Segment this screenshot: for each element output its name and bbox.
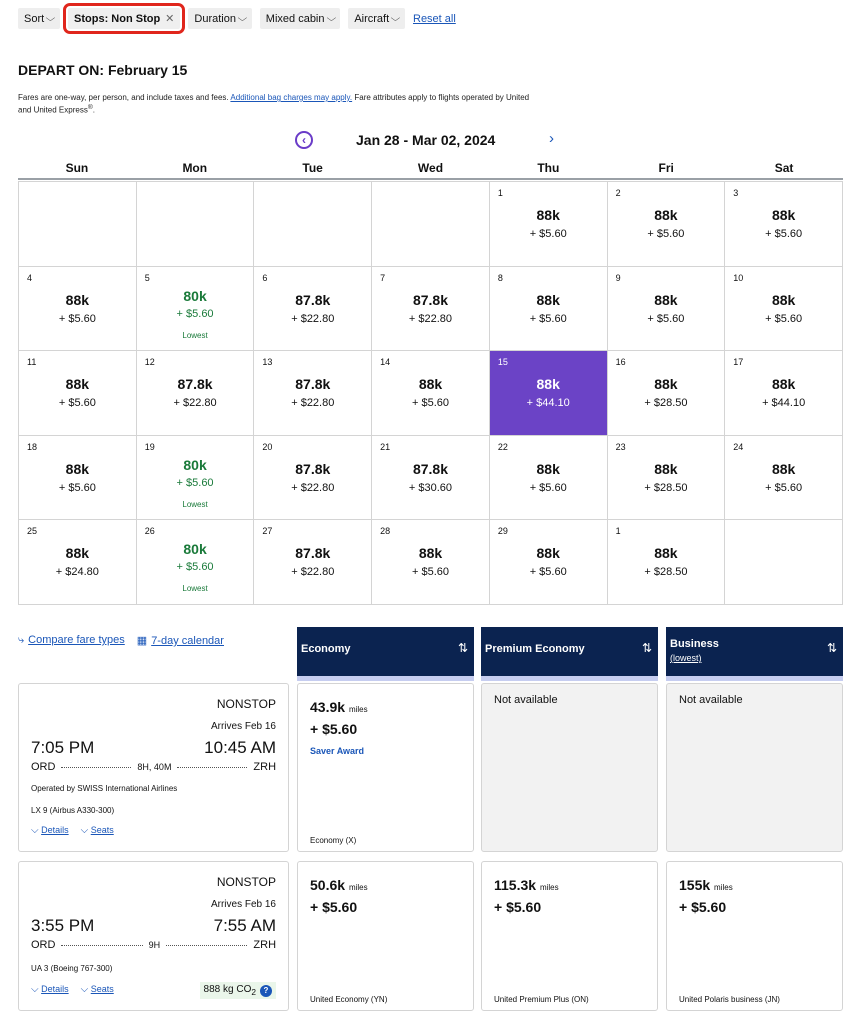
- cabin-code: United Premium Plus (ON): [494, 995, 589, 1004]
- seven-day-calendar-link[interactable]: 7-day calendar: [151, 635, 224, 647]
- fare-miles: [310, 699, 368, 715]
- column-premium-economy[interactable]: [481, 627, 658, 681]
- day-fee: + $5.60: [411, 397, 449, 409]
- fare-note: Fares are one-way, per person, and include taxes and fees. Additional bag charges may apply. Fare attributes apply to flights operated by United and United Express®.: [18, 93, 530, 115]
- miles-unit: miles: [714, 883, 733, 892]
- route-dots: [166, 945, 247, 946]
- column-economy-label: Economy: [301, 643, 351, 655]
- calendar-day[interactable]: [608, 182, 726, 267]
- fare-option-economy[interactable]: [297, 683, 474, 852]
- day-fee: + $5.60: [529, 481, 567, 494]
- day-fee: + $5.60: [176, 476, 214, 489]
- day-miles: 88k: [536, 545, 560, 561]
- details-link[interactable]: Details: [41, 825, 69, 835]
- weekday-label: Mon: [182, 161, 208, 175]
- flight-number: UA 3 (Boeing 767-300): [31, 964, 113, 973]
- miles-value: 43.9k: [310, 699, 346, 715]
- calendar-day[interactable]: [254, 520, 372, 605]
- calendar-day[interactable]: [490, 520, 608, 605]
- day-miles: 88k: [771, 291, 796, 308]
- day-miles: 88k: [654, 460, 678, 477]
- day-number: 3: [733, 188, 739, 198]
- day-miles: 87.8k: [177, 376, 213, 392]
- chevron-down-icon: ⌵: [80, 984, 89, 995]
- day-number: 4: [27, 272, 33, 283]
- calendar-day-selected[interactable]: [490, 351, 608, 436]
- fare-fee: + $5.60: [310, 899, 358, 915]
- day-fee: + $28.50: [644, 566, 688, 578]
- flight-card[interactable]: [18, 683, 289, 852]
- arrival-time: 7:55 AM: [213, 916, 276, 935]
- day-miles: 80k: [183, 456, 207, 473]
- bag-charges-link[interactable]: Additional bag charges may apply.: [230, 93, 353, 102]
- column-business-label: Business: [670, 638, 719, 650]
- seats-toggle[interactable]: [81, 825, 114, 836]
- previous-month-button[interactable]: [295, 131, 313, 149]
- day-miles: 88k: [536, 207, 560, 223]
- day-fee: + $5.60: [765, 312, 803, 325]
- aircraft-filter[interactable]: [348, 8, 405, 29]
- column-business[interactable]: [666, 627, 843, 681]
- day-miles: 88k: [65, 291, 90, 308]
- calendar-day[interactable]: [608, 267, 726, 352]
- sort-icon[interactable]: ⇅: [826, 641, 837, 655]
- seats-link[interactable]: Seats: [90, 984, 114, 994]
- not-available-text: Not available: [494, 694, 558, 706]
- note-text: Fares are one-way, per person, and include taxes and fees.: [18, 93, 229, 102]
- seat-icon: ⤷: [18, 634, 25, 646]
- cabin-code: United Polaris business (JN): [679, 995, 780, 1004]
- day-number: 20: [262, 441, 273, 452]
- day-fee: + $5.60: [765, 481, 803, 494]
- day-fee: + $22.80: [291, 397, 335, 409]
- filter-bar: [18, 8, 456, 29]
- day-number: 16: [615, 357, 626, 367]
- fare-miles: [310, 877, 368, 893]
- day-fee: + $5.60: [529, 312, 567, 325]
- sort-filter[interactable]: [18, 8, 60, 29]
- fare-fee: + $5.60: [310, 721, 358, 737]
- day-number: 10: [733, 272, 744, 283]
- column-business-sub[interactable]: (lowest): [670, 653, 702, 663]
- day-miles: 88k: [654, 545, 678, 561]
- route-dots: [61, 945, 142, 946]
- departure-time: 7:05 PM: [31, 738, 95, 757]
- day-fee: + $22.80: [291, 312, 335, 325]
- day-number: 24: [733, 441, 744, 452]
- day-number: 8: [497, 272, 503, 283]
- cabin-code: United Economy (YN): [310, 995, 388, 1004]
- day-number: 28: [380, 526, 391, 536]
- registered-mark: ®: [87, 104, 93, 111]
- origin-code: ORD: [31, 939, 56, 951]
- day-miles: 88k: [654, 207, 678, 223]
- day-number: 26: [144, 526, 155, 536]
- day-miles: 88k: [771, 460, 796, 477]
- day-miles: 87.8k: [295, 460, 331, 477]
- day-miles: 87.8k: [295, 545, 331, 561]
- day-fee: + $5.60: [58, 481, 96, 494]
- day-miles: 87.8k: [412, 291, 449, 308]
- flight-links: [31, 825, 114, 836]
- day-fee: + $5.60: [411, 566, 449, 578]
- day-number: 25: [27, 526, 38, 536]
- day-number: 5: [144, 272, 150, 283]
- calendar-day: [372, 182, 490, 267]
- day-number: 13: [262, 357, 273, 367]
- route-dots: [61, 767, 131, 768]
- calendar-day[interactable]: [254, 436, 372, 521]
- day-number: 17: [733, 357, 744, 367]
- calendar-day[interactable]: [490, 436, 608, 521]
- day-miles: 88k: [536, 291, 560, 308]
- day-miles: 88k: [65, 460, 90, 477]
- day-miles: 80k: [183, 541, 207, 557]
- flight-number: LX 9 (Airbus A330-300): [31, 806, 115, 815]
- not-available-text: Not available: [679, 694, 743, 706]
- co2-text: 888 kg $CO_2$: [203, 984, 256, 997]
- co2-badge: [200, 982, 276, 999]
- fare-option-economy[interactable]: [297, 861, 474, 1011]
- co2-value: 888 kg CO: [203, 984, 252, 995]
- column-premium-label: Premium Economy: [485, 643, 585, 655]
- calendar-day[interactable]: [19, 351, 137, 436]
- calendar-day: [254, 182, 372, 267]
- weekday-header: [18, 161, 843, 180]
- day-number: 6: [262, 272, 268, 283]
- day-fee: + $5.60: [647, 228, 685, 240]
- day-fee: + $44.10: [526, 397, 570, 409]
- help-icon[interactable]: ?: [260, 985, 272, 997]
- weekday-label: Sat: [774, 161, 794, 175]
- flight-links: [31, 984, 114, 995]
- day-fee: + $24.80: [55, 566, 99, 578]
- seven-day-calendar[interactable]: [137, 634, 224, 647]
- destination-code: ZRH: [253, 939, 277, 951]
- chevron-down-icon: ⌵: [31, 984, 39, 995]
- lowest-badge: Lowest: [182, 499, 208, 509]
- day-miles: 88k: [65, 376, 90, 392]
- chevron-down-icon: ⌵: [237, 13, 248, 23]
- calendar-day[interactable]: [608, 520, 726, 605]
- destination-code: ZRH: [253, 761, 277, 773]
- day-fee: + $5.60: [529, 228, 567, 240]
- day-fee: + $5.60: [58, 312, 96, 325]
- day-miles: 88k: [536, 376, 560, 392]
- weekday-label: Fri: [658, 161, 674, 175]
- day-number: 27: [262, 526, 273, 536]
- arrival-date: Arrives Feb 16: [210, 721, 276, 732]
- day-number: 2: [615, 188, 621, 198]
- calendar-day[interactable]: [372, 520, 490, 605]
- day-miles: 88k: [536, 460, 560, 477]
- day-miles: 80k: [183, 287, 207, 304]
- day-number: 7: [380, 272, 386, 283]
- day-number: 14: [380, 357, 391, 367]
- seats-link[interactable]: Seats: [90, 825, 114, 835]
- close-icon[interactable]: ✕: [165, 13, 175, 25]
- calendar-day[interactable]: [608, 436, 726, 521]
- day-miles: 88k: [771, 376, 796, 392]
- calendar-day[interactable]: [490, 267, 608, 352]
- operator-text: Operated by SWISS International Airlines: [31, 784, 178, 793]
- column-economy[interactable]: [297, 627, 474, 681]
- day-fee: + $28.50: [644, 481, 688, 494]
- flight-card[interactable]: [18, 861, 289, 1011]
- calendar-day[interactable]: [19, 267, 137, 352]
- calendar-day[interactable]: [372, 436, 490, 521]
- fare-option-business: [666, 683, 843, 852]
- day-number: 21: [380, 441, 391, 452]
- month-title: Jan 28 - Mar 02, 2024: [356, 132, 496, 148]
- fare-miles: [679, 877, 733, 893]
- day-fee: + $44.10: [762, 397, 806, 409]
- calendar-day: [725, 520, 843, 605]
- day-fee: + $5.60: [765, 228, 803, 240]
- miles-value: 115.3k: [494, 877, 537, 893]
- chevron-left-icon: ‹: [302, 133, 306, 147]
- lowest-badge: Lowest: [182, 584, 208, 593]
- calendar-day[interactable]: [137, 267, 255, 352]
- day-number: 22: [497, 441, 508, 452]
- day-fee: + $28.50: [644, 397, 688, 409]
- calendar-day[interactable]: [372, 267, 490, 352]
- next-month-button[interactable]: [549, 130, 554, 147]
- arrival-date: Arrives Feb 16: [210, 899, 276, 910]
- calendar-day[interactable]: [725, 436, 843, 521]
- day-miles: 88k: [418, 545, 443, 561]
- calendar-day: [19, 182, 137, 267]
- sort-icon[interactable]: ⇅: [457, 641, 468, 655]
- calendar-day[interactable]: [137, 351, 255, 436]
- route-dots: [177, 767, 247, 768]
- weekday-label: Tue: [302, 161, 323, 175]
- weekday-label: Sun: [65, 161, 89, 175]
- day-fee: + $5.60: [176, 307, 214, 320]
- day-number: 11: [27, 357, 37, 367]
- aircraft-label: Aircraft: [354, 12, 390, 25]
- day-fee: + $22.80: [291, 566, 335, 578]
- details-toggle[interactable]: [31, 825, 69, 836]
- fare-option-business[interactable]: [666, 861, 843, 1011]
- day-number: 23: [615, 441, 626, 452]
- origin-code: ORD: [31, 761, 56, 773]
- sort-label: Sort: [24, 12, 45, 25]
- chevron-right-icon: ›: [549, 130, 554, 147]
- stops-label: NONSTOP: [216, 697, 276, 711]
- day-miles: 87.8k: [295, 376, 331, 392]
- day-miles: 88k: [771, 207, 796, 223]
- saver-award-badge: Saver Award: [310, 746, 365, 756]
- day-miles: 87.8k: [295, 291, 331, 308]
- reset-all-link[interactable]: Reset all: [413, 12, 456, 25]
- calendar-day[interactable]: [137, 436, 255, 521]
- calendar-day[interactable]: [725, 182, 843, 267]
- departure-time: 3:55 PM: [31, 916, 95, 935]
- calendar-day[interactable]: [254, 351, 372, 436]
- day-fee: + $22.80: [173, 397, 217, 409]
- chevron-down-icon: ⌵: [80, 825, 89, 836]
- sort-icon[interactable]: ⇅: [641, 641, 652, 655]
- duration-label: Duration: [194, 12, 236, 25]
- chevron-down-icon: ⌵: [390, 13, 401, 23]
- details-link[interactable]: Details: [41, 984, 69, 994]
- day-number: 18: [27, 441, 38, 452]
- day-number: 29: [497, 526, 508, 536]
- day-fee: + $5.60: [647, 312, 685, 325]
- mixed-cabin-filter[interactable]: [260, 8, 341, 29]
- day-number: 9: [615, 272, 621, 283]
- duration-filter[interactable]: [188, 8, 251, 29]
- miles-unit: miles: [348, 705, 368, 714]
- miles-unit: miles: [539, 883, 559, 892]
- day-miles: 87.8k: [412, 460, 449, 477]
- flight-duration: 9H: [148, 940, 161, 950]
- calendar-day: [137, 182, 255, 267]
- day-number: 1: [497, 188, 503, 198]
- chevron-down-icon: ⌵: [45, 13, 56, 23]
- day-number: 12: [144, 357, 155, 367]
- fare-calendar: [18, 181, 843, 605]
- day-fee: + $5.60: [529, 566, 567, 578]
- route-line: [31, 939, 276, 951]
- calendar-day[interactable]: [19, 520, 137, 605]
- lowest-badge: Lowest: [182, 330, 208, 340]
- cabin-code: Economy (X): [310, 836, 357, 845]
- day-number: 15: [497, 357, 508, 367]
- fare-fee: + $5.60: [494, 899, 542, 915]
- arrival-time: 10:45 AM: [204, 738, 276, 757]
- flight-duration: 8H, 40M: [137, 762, 172, 772]
- stops-label: NONSTOP: [216, 875, 276, 889]
- compare-fare-types[interactable]: [18, 634, 125, 647]
- details-toggle[interactable]: [31, 984, 69, 995]
- calendar-day[interactable]: [490, 182, 608, 267]
- fare-option-premium: [481, 683, 658, 852]
- stops-label: Stops: Non Stop: [74, 12, 161, 25]
- day-miles: 88k: [654, 291, 678, 308]
- calendar-day[interactable]: [137, 520, 255, 605]
- day-fee: + $5.60: [176, 561, 214, 573]
- day-miles: 88k: [654, 376, 678, 392]
- result-tools: [18, 634, 224, 647]
- fare-miles: [494, 877, 559, 893]
- seats-toggle[interactable]: [81, 984, 114, 995]
- stops-filter[interactable]: [68, 8, 180, 29]
- month-navigation: [0, 130, 858, 150]
- day-fee: + $30.60: [408, 481, 453, 494]
- miles-value: 155k: [679, 877, 711, 893]
- calendar-icon: ▦: [136, 635, 148, 647]
- chevron-down-icon: ⌵: [326, 13, 336, 23]
- day-fee: + $5.60: [58, 397, 96, 409]
- weekday-label: Wed: [417, 161, 444, 175]
- fare-fee: + $5.60: [679, 899, 727, 915]
- weekday-label: Thu: [537, 161, 560, 175]
- chevron-down-icon: ⌵: [31, 825, 39, 836]
- mixed-cabin-label: Mixed cabin: [265, 12, 325, 25]
- day-miles: 88k: [418, 376, 443, 392]
- day-number: 1: [615, 526, 621, 536]
- day-number: 19: [144, 441, 155, 452]
- calendar-day[interactable]: [19, 436, 137, 521]
- compare-fare-types-link[interactable]: Compare fare types: [28, 634, 125, 646]
- calendar-day[interactable]: [372, 351, 490, 436]
- miles-value: 50.6k: [310, 877, 346, 893]
- calendar-day[interactable]: [254, 267, 372, 352]
- day-fee: + $22.80: [408, 312, 453, 325]
- depart-heading: DEPART ON: February 15: [18, 62, 188, 78]
- fare-option-premium[interactable]: [481, 861, 658, 1011]
- miles-unit: miles: [348, 883, 368, 892]
- day-miles: 88k: [65, 545, 90, 561]
- calendar-day[interactable]: [725, 267, 843, 352]
- calendar-day[interactable]: [725, 351, 843, 436]
- note-text-2: Fare attributes apply to flights operated by United and United Express: [18, 93, 530, 115]
- calendar-day[interactable]: [608, 351, 726, 436]
- day-fee: + $22.80: [291, 481, 335, 494]
- route-line: [31, 761, 276, 773]
